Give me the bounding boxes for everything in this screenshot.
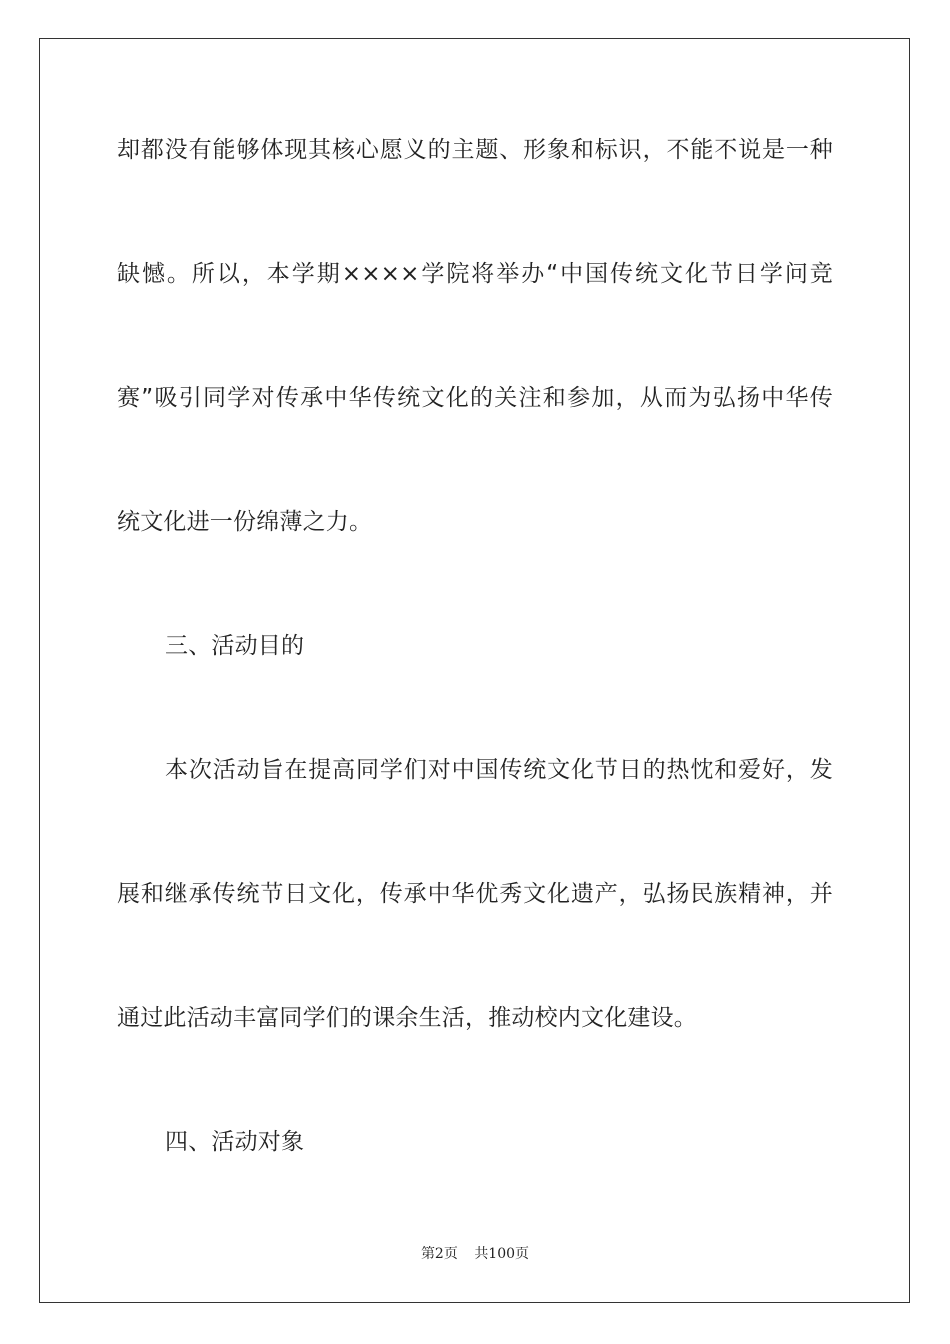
paragraph-line: 展和继承传统节日文化，传承中华优秀文化遗产，弘扬民族精神，并 — [117, 881, 833, 907]
paragraph-line: 赛”吸引同学对传承中华传统文化的关注和参加，从而为弘扬中华传 — [117, 385, 833, 411]
paragraph-line: 统文化进一份绵薄之力。 — [117, 509, 373, 535]
section-heading-purpose: 三、活动目的 — [165, 633, 305, 659]
paragraph-line: 本次活动旨在提高同学们对中国传统文化节日的热忱和爱好，发 — [165, 757, 833, 783]
paragraph-line: 通过此活动丰富同学们的课余生活，推动校内文化建设。 — [117, 1005, 697, 1031]
page-footer — [0, 1243, 950, 1265]
paragraph-line: 缺憾。所以，本学期××××学院将举办“中国传统文化节日学问竞 — [117, 261, 833, 287]
page-number: 第2页 — [420, 1246, 458, 1262]
page-border — [39, 38, 910, 1303]
section-heading-audience: 四、活动对象 — [165, 1129, 305, 1155]
paragraph-line: 却都没有能够体现其核心愿义的主题、形象和标识，不能不说是一种 — [117, 137, 833, 163]
page-total: 共100页 — [474, 1246, 530, 1262]
